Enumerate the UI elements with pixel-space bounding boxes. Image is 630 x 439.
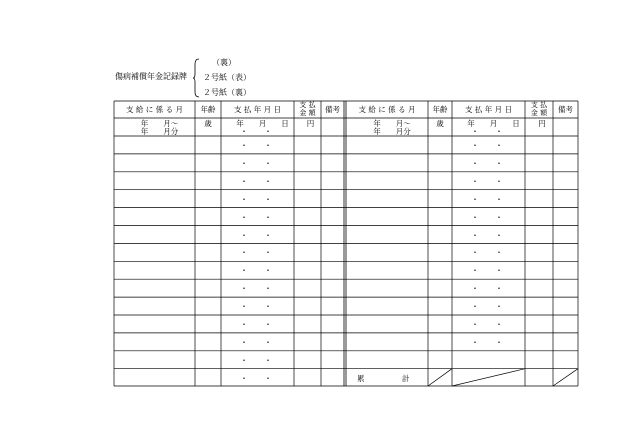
left-row-date: ・ ・	[240, 284, 272, 294]
left-row-date: ・ ・	[240, 373, 272, 383]
left-header-pay-date: 支 払 年 月 日	[233, 105, 282, 114]
right-row-date: ・ ・	[471, 158, 503, 168]
left-row-date: ・ ・	[240, 176, 272, 186]
left-unit-pay-date: 年 月 日	[236, 119, 289, 128]
right-row-date: ・ ・	[471, 302, 503, 312]
left-row-date: ・ ・	[240, 194, 272, 204]
left-row-date: ・ ・	[240, 248, 272, 258]
right-row-date: ・ ・	[471, 337, 503, 347]
left-header-remarks: 備考	[325, 105, 340, 114]
right-unit-date-dots: ・ ・	[471, 127, 503, 136]
right-header-age: 年齢	[432, 105, 448, 114]
right-row-date: ・ ・	[471, 230, 503, 240]
right-unit-month-1: 年 月～	[373, 119, 411, 128]
right-row-date: ・ ・	[471, 176, 503, 186]
label-back-top: （裏）	[212, 58, 236, 67]
left-row-date: ・ ・	[240, 355, 272, 365]
label-back: ２号紙（裏）	[203, 88, 251, 97]
left-row-date: ・ ・	[240, 141, 272, 150]
left-row-date: ・ ・	[240, 266, 272, 276]
left-row-date: ・ ・	[240, 320, 272, 329]
left-row-date: ・ ・	[240, 337, 272, 347]
left-row-date: ・ ・	[240, 212, 272, 222]
label-front: ２号紙（表）	[203, 73, 251, 82]
left-row-date: ・ ・	[240, 230, 272, 240]
right-unit-month-2: 年 月分	[373, 127, 411, 136]
left-header-age: 年齢	[200, 105, 216, 114]
right-row-date: ・ ・	[471, 266, 503, 276]
form-title: 傷病補償年金記録牌	[115, 72, 187, 81]
left-row-date: ・ ・	[240, 302, 272, 312]
right-row-date: ・ ・	[471, 194, 503, 204]
left-unit-amount: 円	[306, 119, 315, 128]
left-unit-month-1: 年 月～	[140, 119, 179, 128]
left-unit-month-2: 年 月分	[140, 127, 179, 136]
left-row-date: ・ ・	[240, 158, 272, 168]
right-unit-age: 歳	[436, 119, 444, 128]
right-unit-pay-date: 年 月 日	[467, 119, 520, 128]
left-header-amount: 支 払 金 額	[299, 101, 316, 117]
right-header-remarks: 備考	[558, 105, 573, 114]
right-row-date: ・ ・	[471, 284, 503, 294]
right-row-date: ・ ・	[471, 320, 503, 329]
right-header-pay-date: 支 払 年 月 日	[464, 105, 513, 114]
left-header-month: 支 給 に 係 る 月	[126, 105, 183, 114]
right-header-month: 支 給 に 係 る 月	[358, 105, 416, 114]
left-unit-date-dots: ・ ・	[240, 127, 272, 136]
left-unit-age: 歳	[204, 119, 212, 128]
right-row-date: ・ ・	[471, 141, 503, 150]
total-label: 累 計	[357, 373, 410, 383]
right-header-amount: 支 払 金 額	[530, 101, 548, 117]
right-unit-amount: 円	[538, 119, 546, 128]
right-row-date: ・ ・	[471, 212, 503, 222]
right-row-date: ・ ・	[471, 248, 503, 258]
